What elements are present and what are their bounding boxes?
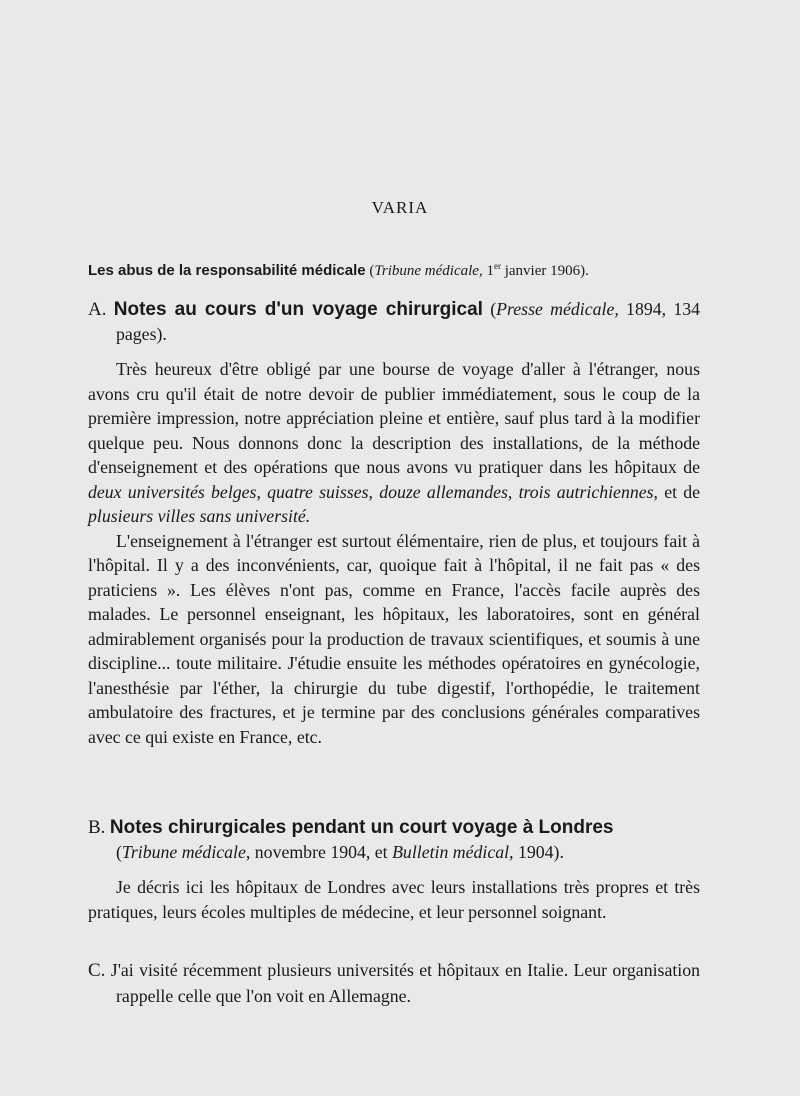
section-c xyxy=(88,958,700,1008)
section-source: Presse médicale, xyxy=(496,299,619,319)
section-a-paragraph-2: L'enseignement à l'étranger est surtout élémentaire, rien de plus, et toujours fait à l'hôpital. Il y a des inconvénients, car, quoique fait à l'hôpital, il ne fait pas « des praticiens ». Les élèves n'ont pas, comme en France, l'accès facile auprès des malades. Le personnel enseignant, les hôpitaux, les laboratoires, sont en général admirablement organisés pour la production de travaux scientifiques, et soumis à une discipline... toute militaire. J'étudie ensuite les méthodes opératoires en gynécologie, l'anesthésie par l'éther, la chirurgie du tube digestif, l'orthopédie, le traitement ambulatoire des fractures, et je termine par des conclusions générales comparatives avec ce qui existe en France, etc. xyxy=(88,530,700,747)
entry-title: Les abus de la responsabilité médicale xyxy=(88,262,366,279)
section-title: Notes au cours d'un voyage chirurgical xyxy=(113,299,483,320)
section-letter: C. xyxy=(88,960,106,981)
section-source-2: Bulletin médical xyxy=(392,842,510,862)
page-heading: VARIA xyxy=(371,198,429,217)
entry-source: Tribune médicale, xyxy=(374,263,483,279)
section-a-header: A. Notes au cours d'un voyage chirurgical (Presse médicale, 1894, 134 pages). xyxy=(88,299,700,344)
section-b xyxy=(88,815,700,924)
entry-abus-responsabilite: Les abus de la responsabilité médicale (Tribune médicale, 1er janvier 1906). xyxy=(88,261,589,279)
section-b-paragraph-1: Je décris ici les hôpitaux de Londres avec leurs installations très propres et très pratiques, leurs écoles multiples de médecine, et leur personnel soignant. xyxy=(88,877,700,922)
section-b-header: B. Notes chirurgicales pendant un court voyage à Londres (Tribune médicale, novembre 1904, et Bulletin médical, 1904). xyxy=(88,817,614,862)
section-c-paragraph: C. J'ai visité récemment plusieurs universités et hôpitaux en Italie. Leur organisation rappelle celle que l'on voit en Allemagne. xyxy=(88,960,700,1006)
section-letter: B. xyxy=(88,817,106,838)
section-title: Notes chirurgicales pendant un court voyage à Londres xyxy=(109,817,614,838)
section-a xyxy=(88,297,700,749)
section-source: Tribune médicale xyxy=(121,842,246,862)
section-letter: A. xyxy=(88,299,107,320)
section-a-paragraph-1: Très heureux d'être obligé par une bourse de voyage d'aller à l'étranger, nous avons cru qu'il était de notre devoir de publier immédiatement, sous le coup de la première impression, notre appréciation pleine et entière, sauf plus tard à la modifier quelque peu. Nous donnons donc la description des installations, de la méthode d'enseignement et des opérations que nous avons vu pratiquer dans les hôpitaux de deux universités belges, quatre suisses, douze allemandes, trois autrichiennes, et de plusieurs villes sans université. xyxy=(88,359,701,526)
